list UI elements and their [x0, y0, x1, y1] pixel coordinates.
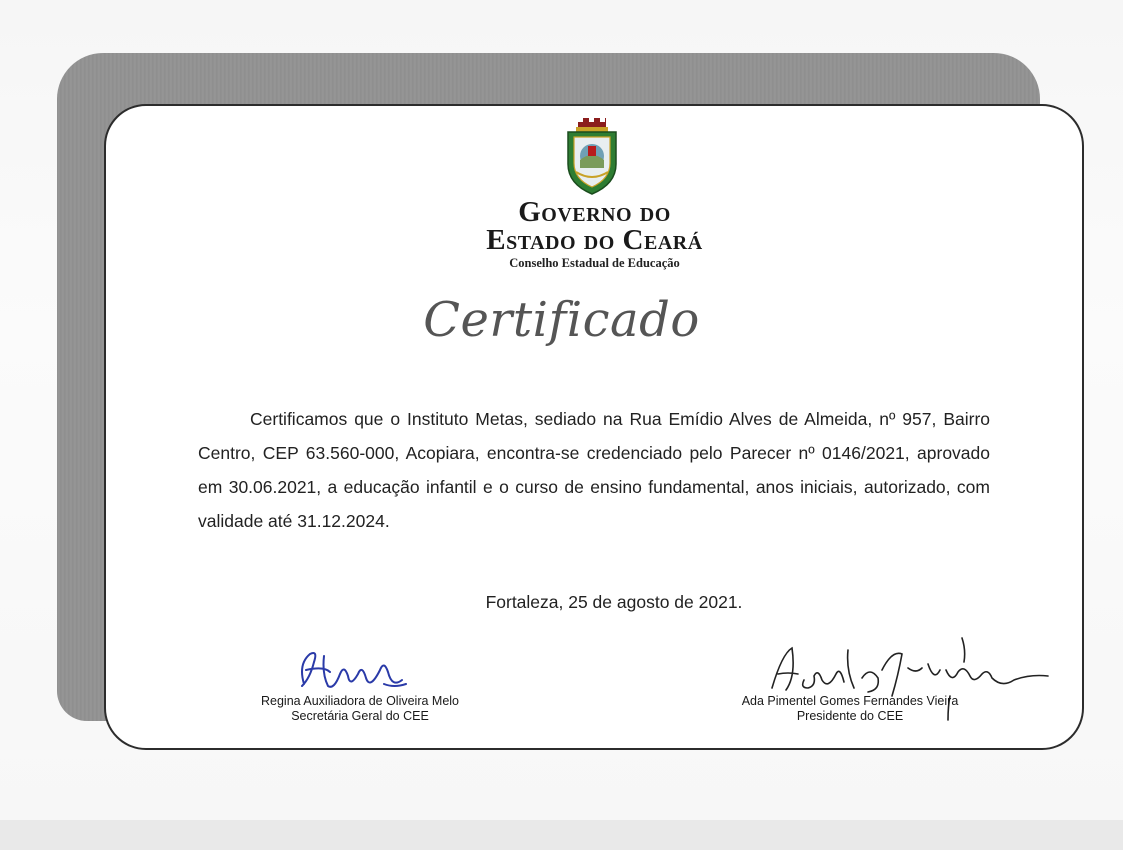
signatory-right-name: Ada Pimentel Gomes Fernandes Vieira — [741, 694, 959, 708]
signatory-left-role: Secretária Geral do CEE — [291, 709, 429, 723]
certificate-title: Certificado — [423, 292, 700, 348]
signatory-left-name: Regina Auxiliadora de Oliveira Melo — [260, 694, 460, 708]
signatory-left — [220, 694, 500, 724]
government-line-2: Estado do Ceará — [486, 224, 703, 256]
council-name: Conselho Estadual de Educação — [509, 256, 680, 270]
signatory-right-role: Presidente do CEE — [796, 709, 904, 723]
government-line-1: Governo do — [518, 196, 671, 228]
issue-date: Fortaleza, 25 de agosto de 2021. — [485, 592, 743, 612]
certificate-body: Certificamos que o Instituto Metas, sediado na Rua Emídio Alves de Almeida, nº 957, Bairro Centro, CEP 63.560-000, Acopiara, encontra-se credenciado pelo Parecer nº 0146/2021, aprovado em 30.06.2021, a educação infantil e o curso de ensino fundamental, anos iniciais, autorizado, com validade até 31.12.2024. — [198, 409, 990, 531]
signatory-right — [700, 694, 1000, 724]
scan-bottom-strip — [0, 820, 1123, 850]
signature-left — [284, 644, 424, 700]
ceara-coat-of-arms-icon — [562, 116, 622, 196]
